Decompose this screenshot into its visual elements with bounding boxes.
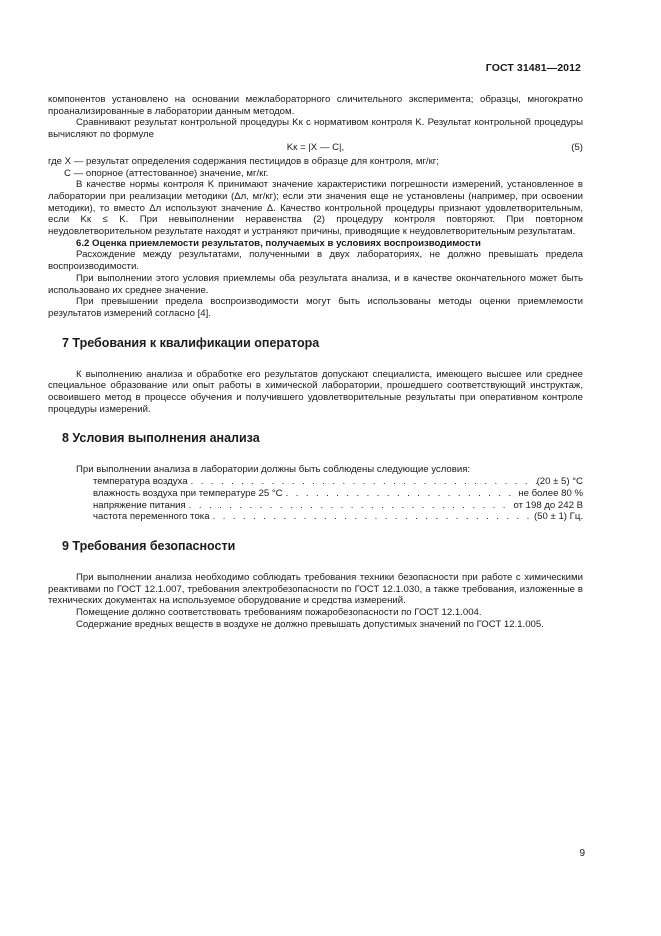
condition-value: (50 ± 1) Гц. — [533, 511, 583, 523]
section-6-2-paragraph-1: Расхождение между результатами, полученными в двух лабораториях, не должно превышать предела воспроизводимости. — [48, 249, 583, 273]
condition-row — [93, 500, 583, 512]
section-6-2-heading: 6.2 Оценка приемлемости результатов, получаемых в условиях воспроизводимости — [76, 237, 481, 249]
leader-dots — [188, 476, 537, 488]
section-9-heading: 9 Требования безопасности — [62, 538, 236, 553]
condition-value: (20 ± 5) °С — [536, 476, 583, 488]
formula: Kк = |X — C|, — [286, 141, 345, 153]
standard-number: ГОСТ 31481—2012 — [485, 62, 581, 74]
section-7-paragraph: К выполнению анализа и обработке его результатов допускают специалиста, имеющего высшее или среднее специальное образование или опыт работы в химической лаборатории, прошедшего соответствующий инструктаж, освоившего метод в процессе обучения и получившего удовлетворительные результаты при оперативном контроле процедуры измерений. — [48, 368, 583, 415]
section-9-paragraph-3: Содержание вредных веществ в воздухе не должно превышать допустимых значений по ГОСТ 12.1.005. — [76, 618, 544, 630]
section-6-2-paragraph-3: При превышении предела воспроизводимости могут быть использованы методы оценки приемлемости результатов измерений согласно [4]. — [48, 296, 583, 319]
conditions-list — [93, 476, 583, 523]
condition-row — [93, 476, 583, 488]
document-body — [48, 94, 583, 631]
definition-c: C — опорное (аттестованное) значение, мг/кг. — [64, 167, 269, 179]
formula-block — [48, 142, 583, 155]
condition-label: частота переменного тока — [93, 511, 210, 523]
leader-dots — [186, 500, 514, 512]
section-9-paragraph-1: При выполнении анализа необходимо соблюдать требования техники безопасности при работе с химическими реактивами по ГОСТ 12.1.007, требования электробезопасности по ГОСТ 12.1.030, а также требования, изложенные в технических документах на используемое оборудование и средства измерений. — [48, 571, 583, 607]
condition-row — [93, 488, 583, 500]
definition-x: где X — результат определения содержания пестицидов в образце для контроля, мг/кг; — [48, 155, 439, 167]
section-6-2-paragraph-2: При выполнении этого условия приемлемы оба результата анализа, и в качестве окончательного может быть использовано их среднее значение. — [48, 272, 583, 296]
leader-dots — [283, 488, 519, 500]
condition-value: не более 80 % — [518, 487, 583, 499]
condition-row — [93, 511, 583, 523]
formula-number: (5) — [571, 141, 583, 153]
intro-paragraph-3: В качестве нормы контроля K принимают значение характеристики погрешности измерений, установленное в лаборатории при реализации методики (Δл, мг/кг); если эти значения еще не установлены (например, при освоении методики), то вместо Δл используют значение Δ. Качество контрольной процедуры признают удовлетворительным, если Kк ≤ K. При невыполнении неравенства (2) процедуру контроля повторяют. При повторном неудовлетворительном результате находят и устраняют причины, приводящие к неудовлетворительным результатам. — [48, 179, 583, 238]
condition-value: от 198 до 242 В — [513, 499, 583, 511]
section-9-paragraph-2: Помещение должно соответствовать требованиям пожаробезопасности по ГОСТ 12.1.004. — [76, 607, 482, 619]
section-8-heading: 8 Условия выполнения анализа — [62, 431, 260, 446]
intro-paragraph-1: компонентов установлено на основании межлабораторного сличительного эксперимента; образцы, многократно проанализированные в лаборатории данным методом. — [48, 94, 583, 117]
section-8-intro: При выполнении анализа в лаборатории должны быть соблюдены следующие условия: — [76, 464, 471, 476]
page-number: 9 — [579, 848, 585, 859]
condition-label: влажность воздуха при температуре 25 °С — [93, 487, 283, 499]
condition-label: напряжение питания — [93, 499, 186, 511]
leader-dots — [210, 511, 534, 523]
intro-paragraph-2: Сравнивают результат контрольной процедуры Kк с нормативом контроля K. Результат контрольной процедуры вычисляют по формуле — [48, 117, 583, 141]
section-7-heading: 7 Требования к квалификации оператора — [62, 335, 320, 350]
condition-label: температура воздуха — [93, 476, 188, 488]
